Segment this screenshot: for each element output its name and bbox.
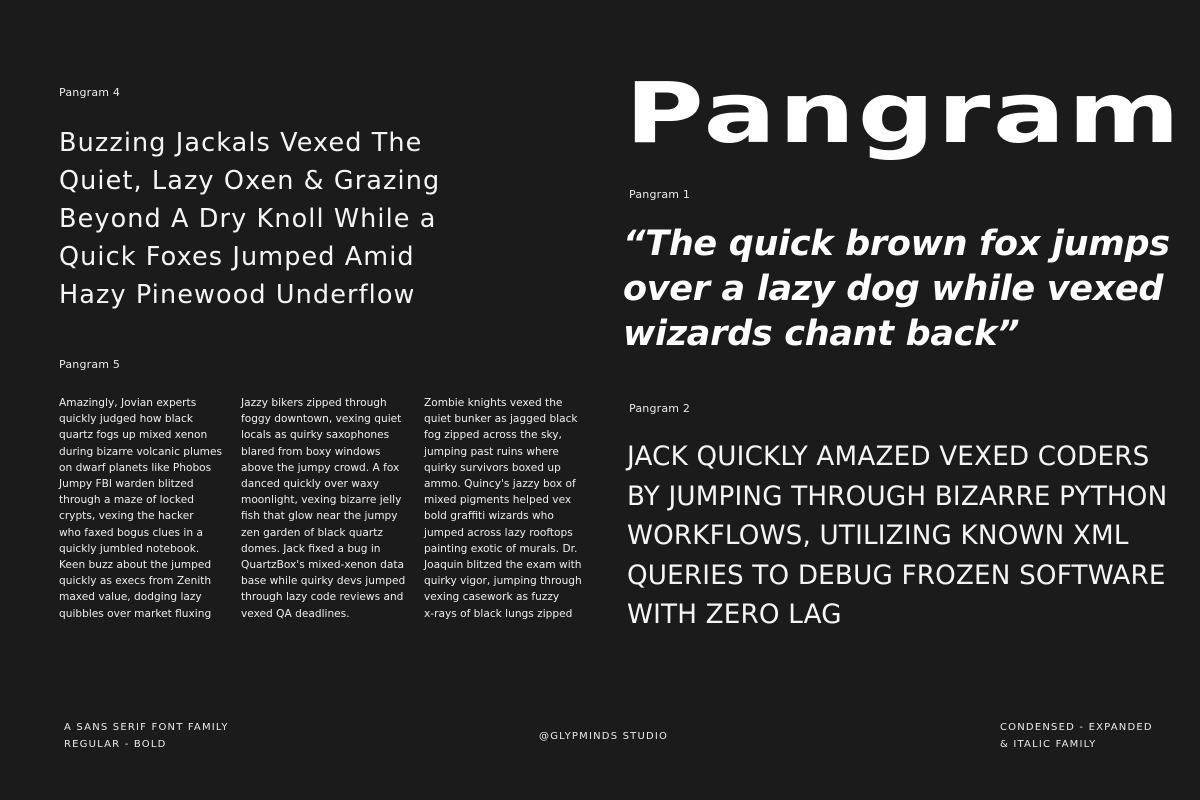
studio-credit: @GLYPMINDS STUDIO [539,731,669,742]
column-line: Keen buzz about the jumped [59,559,212,572]
pangram-1-quote [623,222,1170,357]
pangram-4-label: Pangram 4 [59,86,121,99]
column-line: danced quickly over waxy [241,478,379,491]
page-title: Pangram [625,64,1183,162]
column-line: Jumpy FBI warden blitzed [59,478,194,491]
column-line: bold graffiti wizards who [424,510,554,523]
pangram-5-column-2 [241,395,411,622]
pangram-1-label: Pangram 1 [629,188,691,201]
column-line: locals as quirky saxophones [241,429,390,442]
column-line: during bizarre volcanic plumes [59,445,223,458]
column-line: fog zipped across the sky, [424,429,562,442]
pangram-5-label: Pangram 5 [59,358,121,371]
pangram-2-label: Pangram 2 [629,402,691,415]
column-line: Amazingly, Jovian experts [59,397,197,409]
column-line: quirky survivors boxed up [424,461,561,474]
column-line: who faxed bogus clues in a [59,526,203,539]
pangram-2-line: BY JUMPING THROUGH BIZARRE PYTHON [627,480,1168,512]
pangram-1-line: “The quick brown fox jumps [623,224,1170,264]
column-line: jumped across lazy rooftops [424,526,573,539]
pangram-2-text [627,437,1167,635]
footer-right-line: CONDENSED - EXPANDED [1000,722,1153,733]
footer-right [1000,719,1153,753]
pangram-2-line: WITH ZERO LAG [627,599,842,630]
column-line: painting exotic of murals. Dr. [424,542,578,555]
column-line: Zombie knights vexed the [424,397,563,409]
column-line: ammo. Quincy's jazzy box of [424,478,576,491]
pangram-5-column-3 [424,395,594,622]
column-line: crypts, vexing the hacker [59,510,194,523]
column-line: moonlight, vexing bizarre jelly [241,494,402,507]
column-line: quickly judged how black [59,413,193,426]
column-line: quirky vigor, jumping through [424,575,582,588]
column-line: above the jumpy crowd. A fox [241,461,400,474]
pangram-2-line: JACK QUICKLY AMAZED VEXED CODERS [627,441,1150,472]
column-line: quickly as execs from Zenith [59,575,212,588]
pangram-4-line: Buzzing Jackals Vexed The [59,128,423,158]
column-line: on dwarf planets like Phobos [59,461,212,474]
pangram-2-line: QUERIES TO DEBUG FROZEN SOFTWARE [627,559,1166,591]
column-line: maxed value, dodging lazy [59,591,202,604]
pangram-4-line: Beyond A Dry Knoll While a [59,204,437,234]
pangram-4-text [59,124,599,314]
column-line: blared from boxy windows [241,445,381,458]
footer-center [539,728,668,745]
pangram-2-line: WORKFLOWS, UTILIZING KNOWN XML [627,520,1129,551]
pangram-5-column-1 [59,395,229,622]
column-line: QuartzBox's mixed-xenon data [241,559,404,572]
column-line: zen garden of black quartz [241,526,383,539]
column-line: domes. Jack fixed a bug in [241,542,381,555]
column-line: base while quirky devs jumped [241,575,406,588]
footer-left-line: REGULAR - BOLD [64,739,167,750]
column-line: vexing casework as fuzzy [424,591,560,604]
column-line: Jazzy bikers zipped through [241,397,387,409]
column-line: through a maze of locked [59,494,194,507]
footer-left-line: A SANS SERIF FONT FAMILY [64,722,229,733]
column-line: quiet bunker as jagged black [424,413,578,426]
column-line: vexed QA deadlines. [241,607,350,620]
column-line: jumping past ruins where [424,445,559,458]
column-line: Joaquin blitzed the exam with [424,559,582,572]
pangram-4-line: Quiet, Lazy Oxen & Grazing [59,166,441,196]
column-line: foggy downtown, vexing quiet [241,413,402,426]
column-line: fish that glow near the jumpy [241,510,398,523]
column-line: through lazy code reviews and [241,591,404,604]
pangram-4-line: Quick Foxes Jumped Amid [59,242,415,272]
column-line: quibbles over market fluxing [59,607,212,620]
footer-left [64,719,229,753]
pangram-1-line: over a lazy dog while vexed [623,269,1164,309]
column-line: x-rays of black lungs zipped [424,607,573,620]
column-line: quartz fogs up mixed xenon [59,429,208,442]
column-line: mixed pigments helped vex [424,494,572,507]
column-line: quickly jumbled notebook. [59,542,200,555]
pangram-4-line: Hazy Pinewood Underflow [59,280,416,310]
pangram-1-line: wizards chant back” [623,314,1020,354]
footer-right-line: & ITALIC FAMILY [1000,739,1097,750]
